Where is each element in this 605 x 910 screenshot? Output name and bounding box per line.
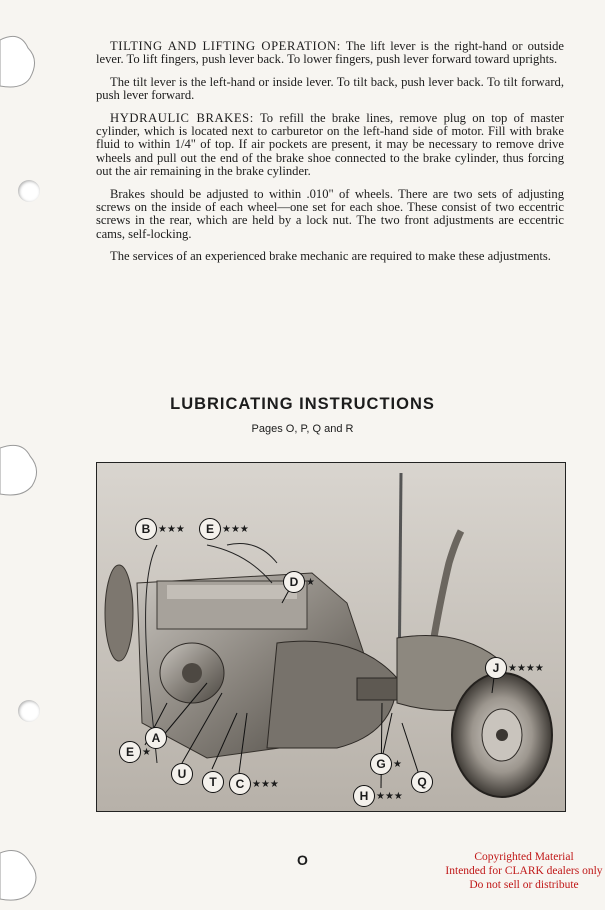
page-number: O	[297, 852, 308, 868]
callout-letter: E	[119, 741, 141, 763]
callout-letter: B	[135, 518, 157, 540]
callout-stars: ★	[393, 758, 402, 770]
callout-b	[135, 518, 185, 540]
callout-t	[202, 771, 225, 793]
copyright-notice	[424, 850, 605, 892]
binding-hole	[18, 180, 40, 202]
paragraph-tilt-lever	[96, 76, 564, 103]
paragraph-tilting-lifting	[96, 40, 564, 67]
callout-e-bottom	[119, 741, 151, 763]
binding-hole	[18, 700, 40, 722]
torn-edge-middle	[0, 440, 44, 500]
section-heading: LUBRICATING INSTRUCTIONS	[170, 395, 435, 413]
callout-letter: A	[145, 727, 167, 749]
copyright-line: Copyrighted Material	[474, 851, 574, 863]
callout-u	[171, 763, 194, 785]
callout-q	[411, 771, 434, 793]
paragraph-text: The services of an experienced brake mechanic are required to make these adjustments.	[110, 249, 551, 264]
copyright-line: Intended for CLARK dealers only	[445, 865, 603, 877]
callout-letter: G	[370, 753, 392, 775]
callout-letter: J	[485, 657, 507, 679]
callout-stars: ★	[142, 746, 151, 758]
torn-edge-top	[0, 30, 44, 90]
callout-stars: ★★★★	[508, 662, 544, 674]
callout-letter: U	[171, 763, 193, 785]
paragraph-text: The lift lever is the right-hand or outside lever. To lift fingers, push lever back. To lower fingers, push lever forward toward uprights.	[96, 39, 565, 67]
callout-c	[229, 773, 279, 795]
paragraph-text: The tilt lever is the left-hand or inside lever. To tilt back, push lever back. To tilt forward, push lever forward.	[96, 74, 564, 103]
paragraph-lead: HYDRAULIC BRAKES:	[110, 110, 254, 125]
paragraph-text: Brakes should be adjusted to within .010" of wheels. There are two sets of adjusting screws on the inside of each wheel—one set for each shoe. These consist of two eccentric screws in the rear, which are held by a lock nut. The two front adjustments are eccentric cams, self-locking.	[96, 186, 564, 241]
paragraph-lead: TILTING AND LIFTING OPERATION:	[110, 39, 341, 53]
callout-letter: D	[283, 571, 305, 593]
callout-stars: ★★★	[376, 790, 403, 802]
paragraph-text: To refill the brake lines, remove plug on top of master cylinder, which is located next to carburetor on the left-hand side of motor. Fill with brake fluid to within 1/4" of top. If air pockets are present, it may be necessary to remove drive wheels and pull out the end of the brake shoe connected to the brake cylinder, thus forcing out the air remaining in the brake cylinder.	[96, 110, 564, 179]
callout-stars: ★★★	[158, 523, 185, 535]
callout-e-top	[199, 518, 249, 540]
callout-j	[485, 657, 544, 679]
section-subheading: Pages O, P, Q and R	[251, 423, 354, 435]
callout-stars: ★	[306, 576, 315, 588]
engine-illustration	[97, 463, 565, 811]
callout-d	[283, 571, 315, 593]
callout-g	[370, 753, 402, 775]
callout-stars: ★★★	[222, 523, 249, 535]
body-text	[96, 40, 564, 273]
callout-letter: C	[229, 773, 251, 795]
callout-letter: E	[199, 518, 221, 540]
paragraph-brake-mechanic	[96, 250, 564, 263]
callout-h	[353, 785, 403, 807]
callout-stars: ★★★	[252, 778, 279, 790]
callout-letter: Q	[411, 771, 433, 793]
paragraph-hydraulic-brakes	[96, 112, 564, 179]
callout-letter: H	[353, 785, 375, 807]
copyright-line: Do not sell or distribute	[469, 879, 579, 891]
paragraph-brake-adjustment	[96, 188, 564, 242]
engine-photo	[96, 462, 566, 812]
callout-letter: T	[202, 771, 224, 793]
